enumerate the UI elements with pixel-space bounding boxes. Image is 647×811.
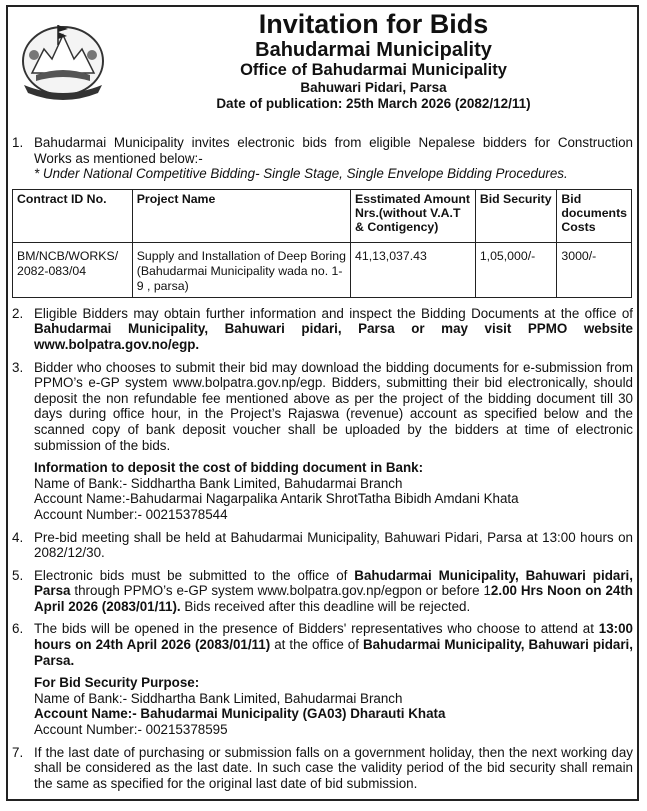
opening-office: Bahudarmai Municipality, Bahuwari pidari, Parsa. (34, 637, 633, 668)
paragraph-number: 3. (12, 359, 24, 375)
bank-info-heading: Information to deposit the cost of bidding document in Bank: (34, 460, 424, 476)
paragraph-7 (8, 745, 637, 792)
paragraph-text: Electronic bids must be submitted to the office of (34, 567, 355, 583)
paragraph-number: 5. (12, 567, 24, 583)
paragraph-number: 2. (12, 305, 24, 321)
cell-cost: 3000/- (557, 242, 632, 297)
bank-name: Name of Bank:- Siddhartha Bank Limited, Bahudarmai Branch (34, 475, 403, 491)
account-number: Account Number:- 00215378595 (34, 722, 228, 738)
paragraph-2 (8, 306, 637, 353)
account-name: Account Name:- Bahudarmai Municipality (GA03) Dharauti Khata (34, 706, 446, 722)
paragraph-text: Eligible Bidders may obtain further information and inspect the Bidding Documents at the office of (34, 305, 633, 321)
office-address: Bahuwari Pidari, Parsa (300, 80, 447, 95)
paragraph-number: 4. (12, 529, 24, 545)
account-name: Account Name:-Bahudarmai Nagarpalika Antarik ShrotTatha Bibidh Amdani Khata (34, 491, 519, 507)
table-header-row (13, 189, 632, 242)
security-info-heading: For Bid Security Purpose: (34, 675, 200, 691)
submission-office: Bahudarmai Municipality, Bahuwari pidari, Parsa (34, 567, 633, 599)
notice-page (6, 5, 639, 801)
account-number: Account Number:- 00215378544 (34, 506, 228, 522)
paragraph-text: The bids will be opened in the presence of Bidders' representatives who choose to attend at (34, 621, 599, 637)
paragraph-5 (8, 568, 637, 615)
col-bid-security: Bid Security (475, 189, 557, 242)
col-contract-id: Contract ID No. (13, 189, 133, 242)
cell-contract-id: BM/NCB/WORKS/ 2082-083/04 (13, 242, 133, 297)
table-row (13, 242, 632, 297)
paragraph-number: 6. (12, 621, 24, 637)
publication-date: Date of publication: 25th March 2026 (2082/12/11) (216, 96, 531, 111)
col-bid-doc-cost: Bid documents Costs (557, 189, 632, 242)
paragraph-text: at the office of (270, 637, 363, 653)
paragraph-number: 1. (12, 135, 24, 150)
paragraph-number: 7. (12, 744, 24, 760)
cell-amount: 41,13,037.43 (351, 242, 476, 297)
contract-table (12, 189, 632, 298)
cell-project-name: Supply and Installation of Deep Boring (Bahudarmai Municipality wada no. 1-9 , parsa) (132, 242, 350, 297)
security-info-block (8, 675, 637, 737)
bank-info-block (8, 460, 637, 522)
paragraph-text: If the last date of purchasing or submission falls on a government holiday, then the next working day shall be considered as the last date. In such case the validity period of the bid security shall remain the same as specified for the original last date of bid submission. (34, 744, 633, 791)
ppmo-website-text: Bahudarmai Municipality, Bahuwari pidari, Parsa or may visit PPMO website www.bolpatra.gov.no/egp. (34, 321, 633, 352)
header (118, 9, 629, 112)
paragraph-text: Pre-bid meeting shall be held at Bahudarmai Municipality, Bahuwari Pidari, Parsa at 13:00 hours on 2082/12/30. (34, 529, 633, 561)
paragraph-text: Bidder who chooses to submit their bid may download the bidding documents for e-submission from PPMO’s e-GP system www.bolpatra.gov.np/egp. Bidders, submitting their bid electronically, should deposit the non refundable fee mentioned above as per the project of the bidding document till 30 days during office hour, in the Project’s Rajaswa (revenue) account as specified below and the scanned copy of bank deposit voucher shall be uploaded by the bidders at time of electronic submission of the bids. (34, 359, 633, 453)
paragraph-6 (8, 621, 637, 668)
paragraph-text: Bahudarmai Municipality invites electronic bids from eligible Nepalese bidders for Construction Works as mentioned below:- (34, 135, 633, 166)
paragraph-3 (8, 360, 637, 454)
procedure-note: * Under National Competitive Bidding- Single Stage, Single Envelope Bidding Procedures. (34, 166, 568, 182)
paragraph-text: through PPMO’s e-GP system www.bolpatra.gov.np/egpon or before 1 (70, 583, 491, 599)
paragraph-1 (8, 135, 637, 182)
submission-deadline: 2.00 Hrs Noon on 24th April 2026 (2083/01/11). (34, 583, 633, 614)
paragraph-text: Bids received after this deadline will be rejected. (180, 598, 471, 614)
col-estimated-amount: Esstimated Amount Nrs.(without V.A.T & Contigency) (351, 189, 476, 242)
cell-security: 1,05,000/- (475, 242, 557, 297)
office-name: Office of Bahudarmai Municipality (240, 61, 507, 79)
nepal-emblem-icon (14, 15, 112, 101)
bank-name: Name of Bank:- Siddhartha Bank Limited, Bahudarmai Branch (34, 690, 403, 706)
notice-title: Invitation for Bids (258, 9, 489, 39)
paragraph-4 (8, 530, 637, 561)
col-project-name: Project Name (132, 189, 350, 242)
organization-name: Bahudarmai Municipality (255, 39, 492, 61)
notice-body (8, 135, 637, 798)
opening-time: 13:00 hours on 24th April 2026 (2083/01/11) (34, 621, 633, 653)
